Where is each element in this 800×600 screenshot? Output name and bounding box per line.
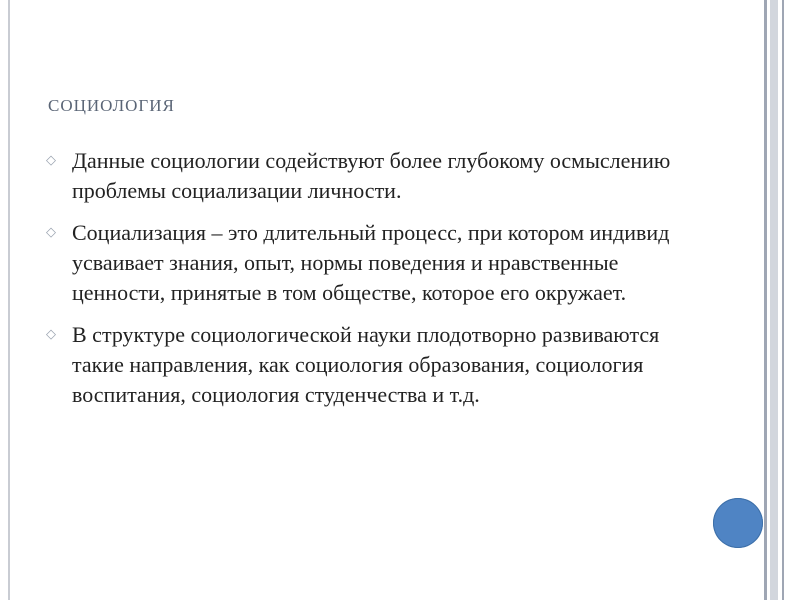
hollow-diamond-icon: ◇ — [46, 224, 56, 239]
bullet-text: В структуре социологической науки плодотворно развиваются такие направления, как социология образования, социология воспитания, социология студенчества и т.д. — [72, 322, 660, 407]
bullet-text: Социализация – это длительный процесс, при котором индивид усваивает знания, опыт, нормы поведения и нравственные ценности, принятые в том обществе, которое его окружает. — [72, 220, 670, 305]
left-border — [8, 0, 10, 600]
decorative-circle — [713, 498, 763, 548]
list-item — [46, 146, 686, 206]
right-stripe — [764, 0, 767, 600]
hollow-diamond-icon: ◇ — [46, 326, 56, 341]
right-margin — [788, 0, 800, 600]
list-item — [46, 320, 686, 410]
hollow-diamond-icon: ◇ — [46, 152, 56, 167]
right-stripe — [770, 0, 778, 600]
slide-title: СОЦИОЛОГИЯ — [48, 96, 175, 115]
right-stripe — [782, 0, 784, 600]
bullet-list — [46, 146, 686, 422]
list-item — [46, 218, 686, 308]
bullet-text: Данные социологии содействуют более глубокому осмыслению проблемы социализации личности. — [72, 148, 671, 203]
